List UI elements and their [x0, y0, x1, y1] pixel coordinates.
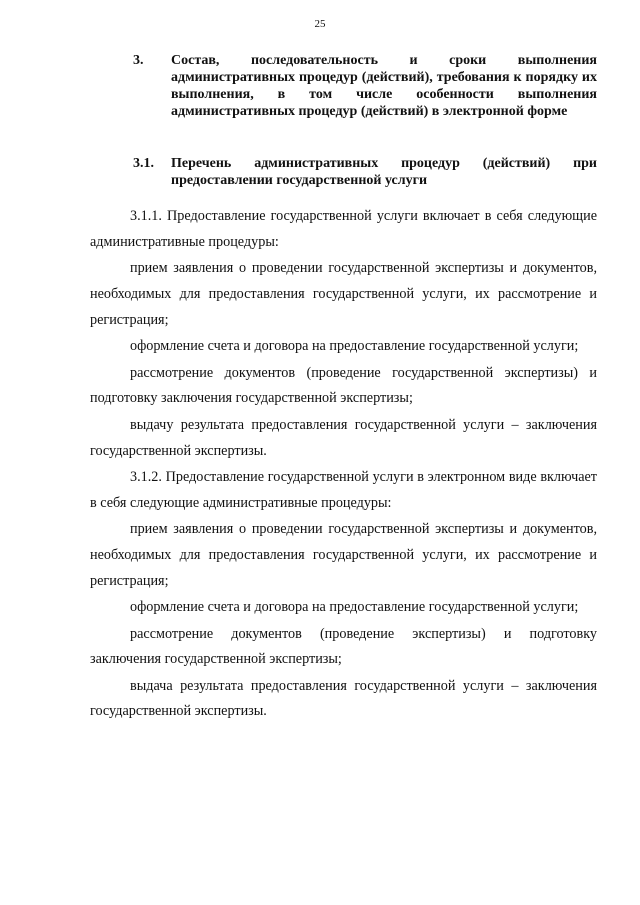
paragraph: оформление счета и договора на предоставление государственной услуги; — [130, 599, 579, 616]
paragraph: рассмотрение документов (проведение экспертизы) и подготовку заключения государственной экспертизы; — [90, 625, 597, 668]
paragraph: прием заявления о проведении государственной экспертизы и документов, необходимых для предоставления государственной услуги, их рассмотрение и регистрация; — [90, 260, 597, 328]
paragraph: оформление счета и договора на предоставление государственной услуги; — [130, 338, 579, 355]
paragraph: 3.1.1. Предоставление государственной услуги включает в себя следующие административные процедуры: — [90, 208, 597, 250]
paragraph: 3.1.2. Предоставление государственной услуги в электронном виде включает в себя следующие административные процедуры: — [90, 468, 597, 511]
section-heading-3-1 — [133, 155, 597, 189]
subsection-number: 3.1. — [133, 156, 154, 171]
body-text — [90, 204, 597, 725]
paragraph: рассмотрение документов (проведение государственной экспертизы) и подготовку заключения государственной экспертизы; — [90, 364, 597, 407]
section-heading-3 — [133, 52, 597, 120]
paragraph: выдачу результата предоставления государственной услуги – заключения государственной экспертизы. — [90, 416, 597, 459]
paragraph: прием заявления о проведении государственной экспертизы и документов, необходимых для предоставления государственной услуги, их рассмотрение и регистрация; — [90, 521, 597, 589]
section-number: 3. — [133, 53, 144, 68]
subsection-title: Перечень административных процедур (действий) при предоставлении государственной услуги — [171, 156, 597, 188]
section-title: Состав, последовательность и сроки выполнения административных процедур (действий), требования к порядку их выполнения, в том числе особенности выполнения административных процедур (действий) в электронной форме — [171, 53, 597, 119]
page-number: 25 — [314, 18, 326, 30]
paragraph: выдача результата предоставления государственной услуги – заключения государственной экспертизы. — [90, 677, 597, 720]
